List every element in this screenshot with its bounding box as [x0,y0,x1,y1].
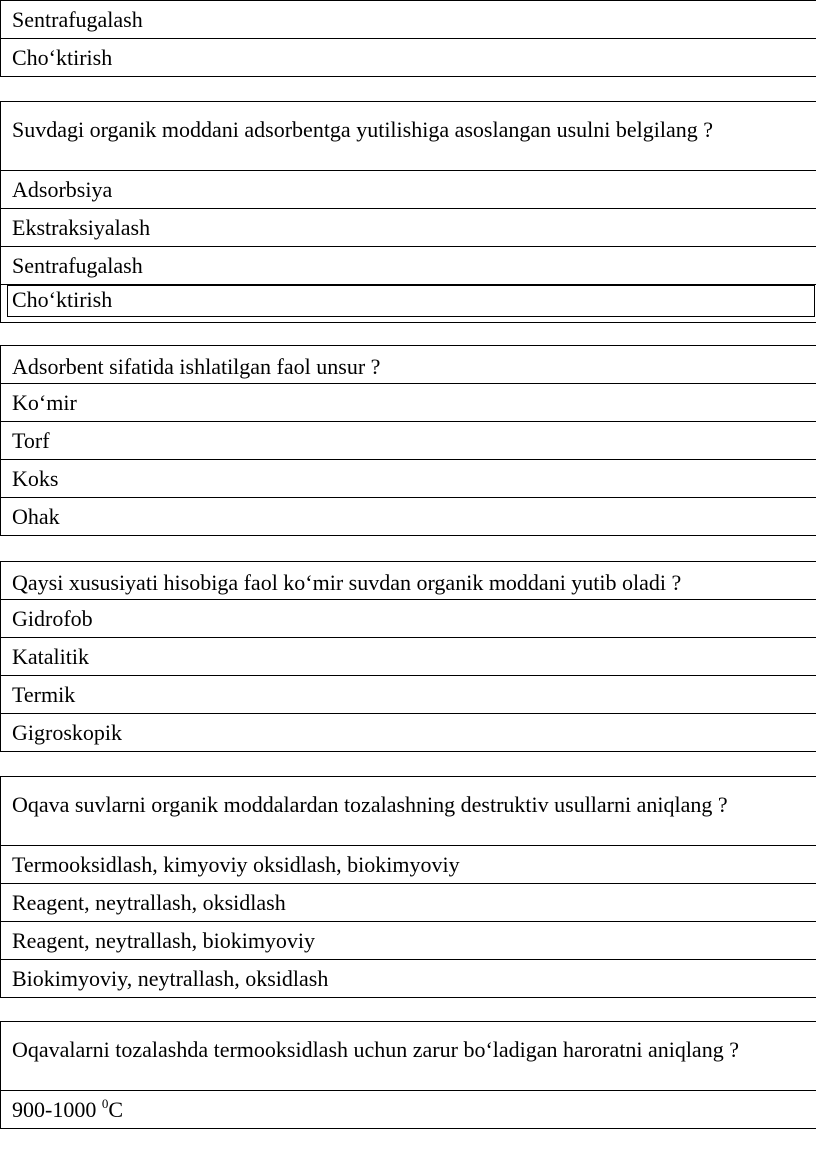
question-table-3 [0,561,816,752]
question-text: Suvdagi organik moddani adsorbentga yutilishiga asoslangan usulni belgilang ? [1,102,816,171]
question-text: Adsorbent sifatida ishlatilgan faol unsur ? [1,346,816,384]
temperature-range: 900-1000 [12,1097,102,1122]
answer-option: Ko‘mir [1,384,816,422]
answer-option-label: Cho‘ktirish [12,287,113,312]
answer-option: Reagent, neytrallash, biokimyoviy [1,922,816,960]
answer-option: Adsorbsiya [1,171,816,209]
question-table-1 [0,101,816,323]
answer-option: Torf [1,422,816,460]
answer-option: Cho‘ktirish [1,39,816,77]
degree-superscript: 0 [101,1096,109,1111]
answer-table-0 [0,0,816,77]
answer-option: Ekstraksiyalash [1,209,816,247]
answer-option: Termooksidlash, kimyoviy oksidlash, biokimyoviy [1,846,816,884]
question-text: Oqava suvlarni organik moddalardan tozalashning destruktiv usullarni aniqlang ? [1,777,816,846]
question-table-4 [0,776,816,998]
answer-option: Katalitik [1,638,816,676]
question-table-5 [0,1021,816,1129]
selection-box [7,285,815,317]
question-table-2 [0,345,816,536]
answer-option: Gigroskopik [1,714,816,752]
answer-option: Sentrafugalash [1,1,816,39]
answer-option: Termik [1,676,816,714]
answer-option: Koks [1,460,816,498]
answer-option: Biokimyoviy, neytrallash, oksidlash [1,960,816,998]
question-text: Qaysi xususiyati hisobiga faol ko‘mir suvdan organik moddani yutib oladi ? [1,562,816,600]
answer-option-selected [1,285,816,323]
answer-option: Sentrafugalash [1,247,816,285]
answer-option: Gidrofob [1,600,816,638]
question-text: Oqavalarni tozalashda termooksidlash uchun zarur bo‘ladigan haroratni aniqlang ? [1,1022,816,1091]
answer-option [1,1091,816,1129]
answer-option: Ohak [1,498,816,536]
answer-option: Reagent, neytrallash, oksidlash [1,884,816,922]
temperature-unit: C [108,1097,124,1122]
